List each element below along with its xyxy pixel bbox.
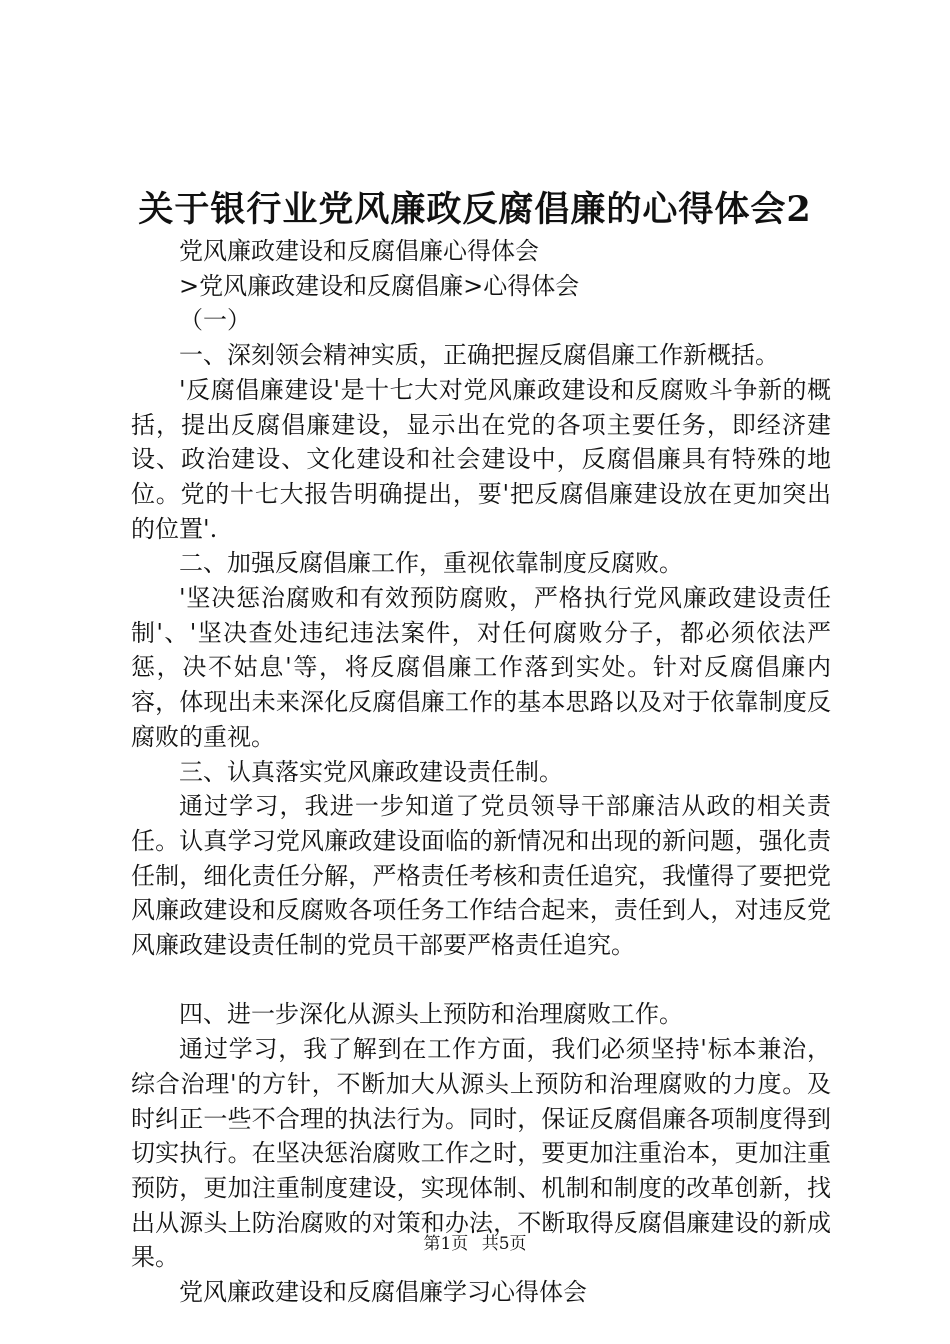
section-heading-1: 一、深刻领会精神实质，正确把握反腐倡廉工作新概括。 <box>179 341 779 370</box>
closing-heading: 党风廉政建设和反腐倡廉学习心得体会 <box>179 1278 587 1307</box>
document-title: 关于银行业党风廉政反腐倡廉的心得体会2 <box>138 189 812 230</box>
subtitle-line: 党风廉政建设和反腐倡廉心得体会 <box>179 237 539 265</box>
section-paragraph-1: '反腐倡廉建设'是十七大对党风廉政建设和反腐败斗争新的概括，提出反腐倡廉建设，显示出在党的各项主要任务，即经济建设、政治建设、文化建设和社会建设中，反腐倡廉具有特殊的地位。党的十七大报告明确提出，要'把反腐倡廉建设放在更加突出的位置'. <box>131 375 831 543</box>
page-footer <box>0 1232 950 1256</box>
section-paragraph-2: '坚决惩治腐败和有效预防腐败，严格执行党风廉政建设责任制'、'坚决查处违纪违法案件，对任何腐败分子，都必须依法严惩，决不姑息'等，将反腐倡廉工作落到实处。针对反腐倡廉内容，体现出未来深化反腐倡廉工作的基本思路以及对于依靠制度反腐败的重视。 <box>131 584 831 751</box>
page-total: 共5页 <box>481 1234 527 1254</box>
section-heading-2: 二、加强反腐倡廉工作，重视依靠制度反腐败。 <box>179 549 683 578</box>
document-body <box>131 234 831 1310</box>
page-number: 第1页 <box>423 1234 469 1254</box>
section-paragraph-3: 通过学习，我进一步知道了党员领导干部廉洁从政的相关责任。认真学习党风廉政建设面临的新情况和出现的新问题，强化责任制，细化责任分解，严格责任考核和责任追究，我懂得了要把党风廉政建设和反腐败各项任务工作结合起来，责任到人，对违反党风廉政建设责任制的党员干部要严格责任追究。 <box>131 792 831 960</box>
breadcrumb-line: >党风廉政建设和反腐倡廉>心得体会 <box>179 271 580 300</box>
section-heading-3: 三、认真落实党风廉政建设责任制。 <box>179 757 563 786</box>
section-paragraph-4: 通过学习，我了解到在工作方面，我们必须坚持'标本兼治，综合治理'的方针，不断加大从源头上预防和治理腐败的力度。及时纠正一些不合理的执法行为。同时，保证反腐倡廉各项制度得到切实执行。在坚决惩治腐败工作之时，要更加注重治本，更加注重预防，更加注重制度建设，实现体制、机制和制度的改革创新，找出从源头上防治腐败的对策和办法，不断取得反腐倡廉建设的新成果。 <box>131 1035 831 1272</box>
paragraph-gap <box>131 963 831 998</box>
section-heading-4: 四、进一步深化从源头上预防和治理腐败工作。 <box>179 1000 683 1029</box>
section-number: （一） <box>179 306 251 335</box>
